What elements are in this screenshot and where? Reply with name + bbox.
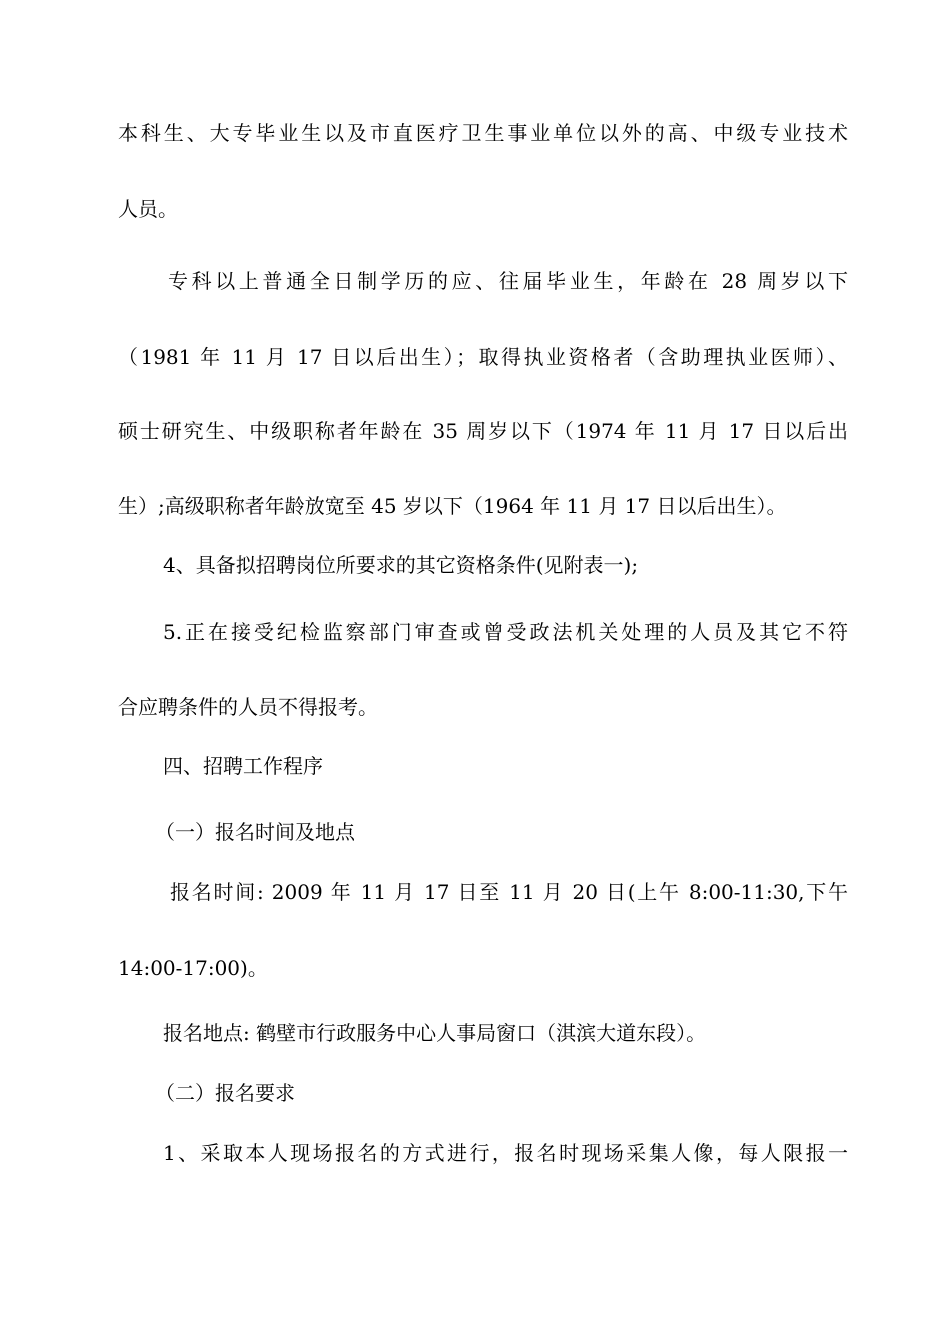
paragraph-line: 1、采取本人现场报名的方式进行，报名时现场采集人像，每人限报一 bbox=[163, 1141, 848, 1165]
paragraph-line: 14:00-17:00)。 bbox=[118, 956, 268, 980]
paragraph-line: 本科生、大专毕业生以及市直医疗卫生事业单位以外的高、中级专业技术 bbox=[118, 121, 848, 145]
paragraph-line: 人员。 bbox=[118, 197, 178, 221]
subsection-heading: （二）报名要求 bbox=[155, 1081, 295, 1105]
paragraph-line: 专科以上普通全日制学历的应、往届毕业生，年龄在 28 周岁以下 bbox=[168, 269, 848, 293]
paragraph-line: 硕士研究生、中级职称者年龄在 35 周岁以下（1974 年 11 月 17 日以后出 bbox=[118, 419, 848, 443]
paragraph-line: 报名时间: 2009 年 11 月 17 日至 11 月 20 日(上午 8:00-11:30,下午 bbox=[170, 880, 848, 904]
paragraph-line: （1981 年 11 月 17 日以后出生）；取得执业资格者（含助理执业医师）、 bbox=[118, 345, 848, 369]
section-heading: 四、招聘工作程序 bbox=[163, 754, 323, 778]
subsection-heading: （一）报名时间及地点 bbox=[155, 820, 355, 844]
paragraph-line: 生）;高级职称者年龄放宽至 45 岁以下（1964 年 11 月 17 日以后出生）。 bbox=[118, 494, 787, 518]
paragraph-line: 4、具备拟招聘岗位所要求的其它资格条件(见附表一); bbox=[163, 553, 639, 577]
paragraph-line: 5.正在接受纪检监察部门审查或曾受政法机关处理的人员及其它不符 bbox=[163, 620, 848, 644]
paragraph-line: 合应聘条件的人员不得报考。 bbox=[118, 695, 378, 719]
paragraph-line: 报名地点: 鹤壁市行政服务中心人事局窗口（淇滨大道东段）。 bbox=[163, 1021, 707, 1045]
